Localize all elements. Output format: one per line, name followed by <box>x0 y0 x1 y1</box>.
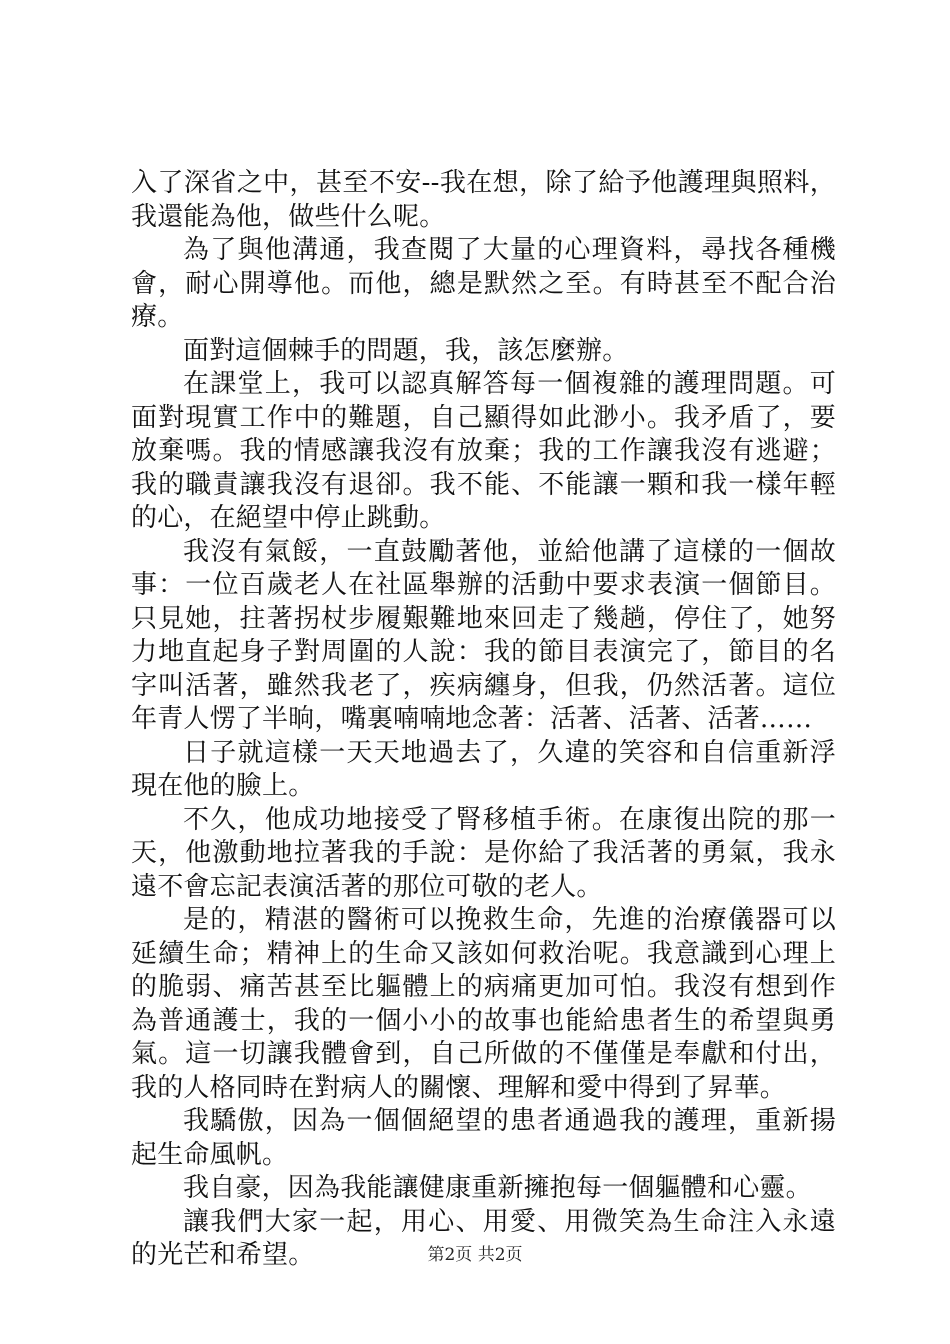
page-number-label: 第2页 共2页 <box>427 1245 523 1265</box>
paragraph-4: 在課堂上，我可以認真解答每一個複雜的護理問題。可面對現實工作中的難題，自己顯得如此渺小。我矛盾了，要放棄嗎。我的情感讓我沒有放棄；我的工作讓我沒有逃避；我的職責讓我沒有退卻。我不能、不能讓一顆和我一樣年輕的心，在絕望中停止跳動。 <box>131 369 836 533</box>
paragraph-7: 不久，他成功地接受了腎移植手術。在康復出院的那一天，他激動地拉著我的手說：是你給了我活著的勇氣，我永遠不會忘記表演活著的那位可敬的老人。 <box>131 804 836 902</box>
paragraph-2: 為了與他溝通，我查閱了大量的心理資料，尋找各種機會，耐心開導他。而他，總是默然之至。有時甚至不配合治療。 <box>131 235 836 332</box>
paragraph-5: 我沒有氣餒，一直鼓勵著他，並給他講了這樣的一個故事：一位百歲老人在社區舉辦的活動中要求表演一個節目。只見她，拄著拐杖步履艱難地來回走了幾趟，停住了，她努力地直起身子對周圍的人說：我的節目表演完了，節目的名字叫活著，雖然我老了，疾病纏身，但我，仍然活著。這位年青人愣了半晌，嘴裏喃喃地念著：活著、活著、活著…… <box>131 536 836 734</box>
paragraph-6: 日子就這樣一天天地過去了，久違的笑容和自信重新浮現在他的臉上。 <box>131 737 836 801</box>
paragraph-8: 是的，精湛的醫術可以挽救生命，先進的治療儀器可以延續生命；精神上的生命又該如何救治呢。我意識到心理上的脆弱、痛苦甚至比軀體上的病痛更加可怕。我沒有想到作為普通護士，我的一個小小的故事也能給患者生的希望與勇氣。這一切讓我體會到，自己所做的不僅僅是奉獻和付出，我的人格同時在對病人的關懷、理解和愛中得到了昇華。 <box>131 905 836 1103</box>
page-footer <box>0 1240 950 1265</box>
paragraph-10: 我自豪，因為我能讓健康重新擁抱每一個軀體和心靈。 <box>183 1173 812 1203</box>
paragraph-1: 入了深省之中，甚至不安--我在想，除了給予他護理與照料，我還能為他，做些什么呢。 <box>131 168 836 232</box>
paragraph-11: 讓我們大家一起，用心、用愛、用微笑為生命注入永遠的光芒和希望。 <box>131 1206 836 1270</box>
paragraph-3: 面對這個棘手的問題，我，該怎麼辦。 <box>183 335 629 366</box>
document-body <box>131 167 836 1273</box>
paragraph-9: 我驕傲，因為一個個絕望的患者通過我的護理，重新揚起生命風帆。 <box>131 1106 836 1170</box>
